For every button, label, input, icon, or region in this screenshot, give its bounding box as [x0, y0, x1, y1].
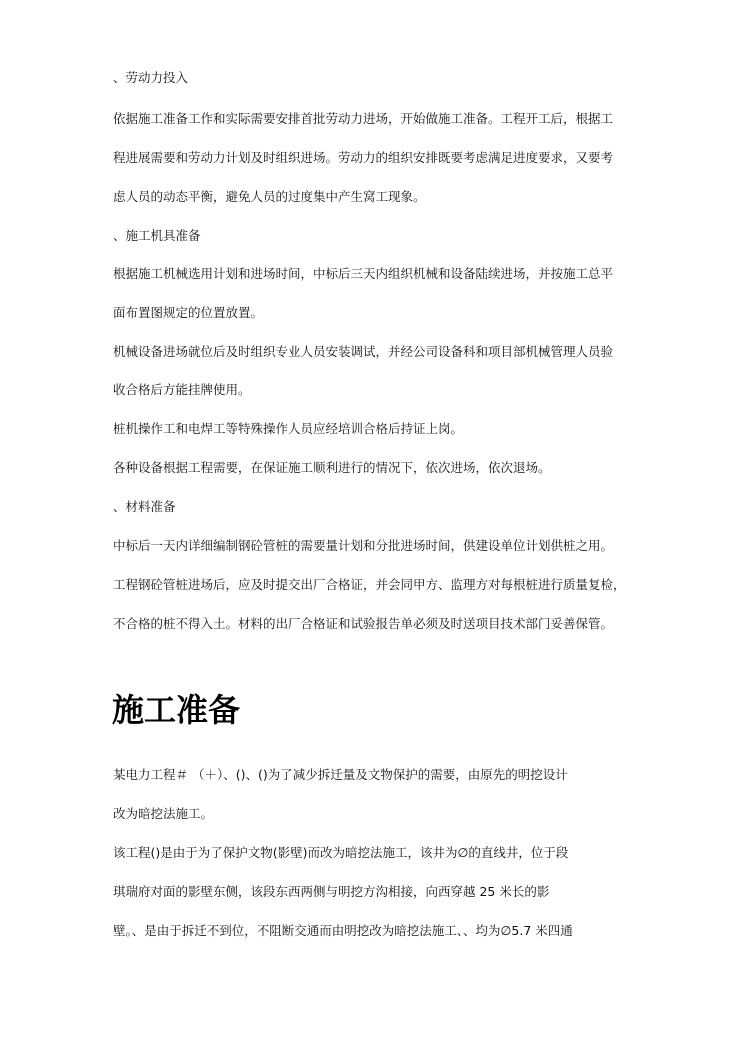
paragraph-line: 壁。、是由于拆迁不到位，不阻断交通而由明挖改为暗挖法施工、、均为∅5.7 米四通 [113, 923, 573, 938]
paragraph-line: 中标后一天内详细编制钢砼管桩的需要量计划和分批进场时间，供建设单位计划供桩之用。 [113, 538, 614, 553]
paragraph-line: 某电力工程＃ （＋）、()、()为了减少拆迁量及文物保护的需要，由原先的明挖设计 [113, 767, 568, 782]
paragraph-line: 虑人员的动态平衡，避免人员的过度集中产生窝工现象。 [113, 189, 426, 204]
section-title-machinery: 、施工机具准备 [113, 228, 201, 243]
paragraph-line: 根据施工机械选用计划和进场时间，中标后三天内组织机械和设备陆续进场，并按施工总平 [113, 266, 614, 281]
paragraph-line: 该工程()是由于为了保护文物(影壁)而改为暗挖法施工，该井为∅的直线井，位于段 [113, 845, 569, 860]
paragraph-line: 工程钢砼管桩进场后，应及时提交出厂合格证，并会同甲方、监理方对每根桩进行质量复检， [113, 577, 626, 592]
paragraph-line: 不合格的桩不得入土。材料的出厂合格证和试验报告单必须及时送项目技术部门妥善保管。 [113, 616, 614, 631]
paragraph-line: 依据施工准备工作和实际需要安排首批劳动力进场，开始做施工准备。工程开工后，根据工 [113, 111, 614, 126]
section-title-labor: 、劳动力投入 [113, 70, 189, 85]
section-heading-preparation: 施工准备 [112, 691, 241, 729]
paragraph-line: 机械设备进场就位后及时组织专业人员安装调试，并经公司设备科和项目部机械管理人员验 [113, 344, 614, 359]
paragraph-line: 各种设备根据工程需要，在保证施工顺利进行的情况下，依次进场，依次退场。 [113, 460, 551, 475]
paragraph-line: 琪瑞府对面的影壁东侧，该段东西两侧与明挖方沟相接，向西穿越 25 米长的影 [113, 884, 550, 899]
section-title-materials: 、材料准备 [113, 499, 176, 514]
paragraph-line: 改为暗挖法施工。 [113, 806, 214, 821]
paragraph-line: 桩机操作工和电焊工等特殊操作人员应经培训合格后持证上岗。 [113, 421, 464, 436]
paragraph-line: 收合格后方能挂牌使用。 [113, 382, 251, 397]
paragraph-line: 程进展需要和劳动力计划及时组织进场。劳动力的组织安排既要考虑满足进度要求，又要考 [113, 150, 614, 165]
paragraph-line: 面布置图规定的位置放置。 [113, 305, 264, 320]
